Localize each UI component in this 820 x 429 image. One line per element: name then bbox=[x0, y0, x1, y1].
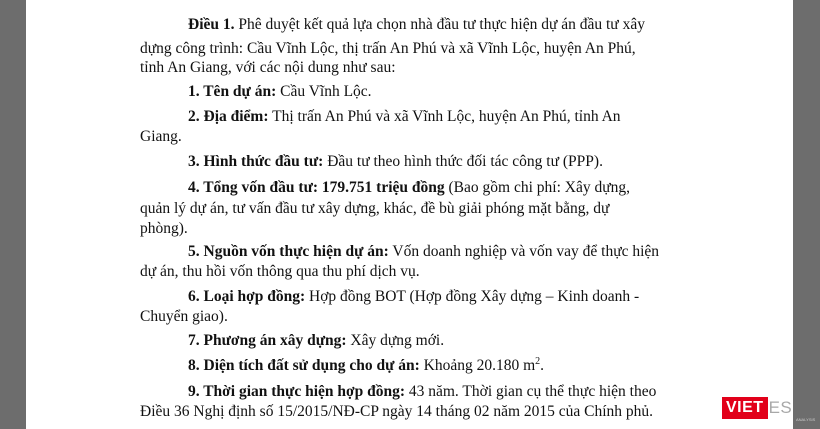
item-6: 6. Loại hợp đồng: Hợp đồng BOT (Hợp đồng Xây dựng – Kinh doanh - bbox=[188, 288, 640, 305]
item-4-cont2: phòng). bbox=[140, 220, 188, 237]
item-5-cont: dự án, thu hồi vốn thông qua thu phí dịch vụ. bbox=[140, 263, 420, 280]
article-heading-line2: dựng công trình: Cầu Vĩnh Lộc, thị trấn An Phú và xã Vĩnh Lộc, huyện An Phú, bbox=[140, 40, 636, 57]
item-2: 2. Địa điểm: Thị trấn An Phú và xã Vĩnh Lộc, huyện An Phú, tỉnh An bbox=[188, 108, 621, 125]
item-6-cont: Chuyển giao). bbox=[140, 308, 228, 325]
logo-red-box: VIET bbox=[722, 397, 768, 419]
logo-text: ES bbox=[768, 397, 793, 417]
document-page bbox=[26, 0, 793, 429]
vietnamnet-watermark-logo bbox=[722, 394, 792, 421]
article-heading-line1: Điều 1. Phê duyệt kết quả lựa chọn nhà đầu tư thực hiện dự án đầu tư xây bbox=[188, 16, 645, 33]
item-2-cont: Giang. bbox=[140, 128, 182, 145]
item-8: 8. Diện tích đất sử dụng cho dự án: Khoảng 20.180 $m^2$. bbox=[188, 355, 545, 374]
article-heading-line3: tỉnh An Giang, với các nội dung như sau: bbox=[140, 59, 396, 76]
item-5: 5. Nguồn vốn thực hiện dự án: Vốn doanh nghiệp và vốn vay để thực hiện bbox=[188, 243, 660, 260]
logo-subtext: ANALYSIS bbox=[796, 417, 816, 422]
item-7: 7. Phương án xây dựng: Xây dựng mới. bbox=[188, 332, 445, 349]
item-4-cont1: quản lý dự án, tư vấn đầu tư xây dựng, khác, đề bù giải phóng mặt bằng, dự bbox=[140, 200, 610, 217]
item-4: 4. Tổng vốn đầu tư: 179.751 triệu đồng (Bao gồm chi phí: Xây dựng, bbox=[188, 179, 630, 196]
item-1: 1. Tên dự án: Cầu Vĩnh Lộc. bbox=[188, 83, 372, 100]
item-3: 3. Hình thức đầu tư: Đầu tư theo hình thức đối tác công tư (PPP). bbox=[188, 153, 603, 170]
item-9-cont: Điều 36 Nghị định số 15/2015/NĐ-CP ngày 14 tháng 02 năm 2015 của Chính phủ. bbox=[140, 403, 654, 420]
item-9: 9. Thời gian thực hiện hợp đồng: 43 năm. Thời gian cụ thể thực hiện theo bbox=[188, 383, 657, 400]
